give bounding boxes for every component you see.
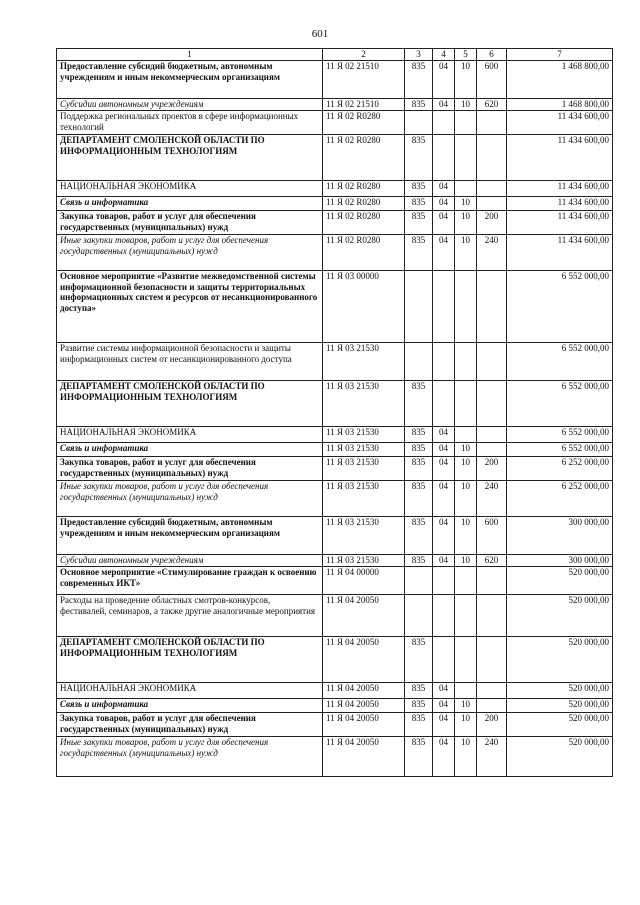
expense-type-code-cell bbox=[477, 683, 507, 699]
row-name-cell: Расходы на проведение областных смотров-конкурсов, фестивалей, семинаров, а также другие аналогичные мероприятия bbox=[57, 595, 323, 637]
expense-type-code-cell: 620 bbox=[477, 99, 507, 111]
department-code-cell: 835 bbox=[405, 197, 433, 211]
table-body bbox=[57, 49, 613, 777]
section-code-cell: 04 bbox=[433, 427, 455, 443]
target-article-code-cell: 11 Я 03 21530 bbox=[323, 381, 405, 427]
subsection-code-cell bbox=[455, 135, 477, 181]
amount-cell: 520 000,00 bbox=[507, 699, 613, 713]
subsection-code-cell: 10 bbox=[455, 713, 477, 737]
department-code-cell: 835 bbox=[405, 713, 433, 737]
row-name-cell: ДЕПАРТАМЕНТ СМОЛЕНСКОЙ ОБЛАСТИ ПО ИНФОРМАЦИОННЫМ ТЕХНОЛОГИЯМ bbox=[57, 135, 323, 181]
section-code-cell: 04 bbox=[433, 713, 455, 737]
subsection-code-cell bbox=[455, 683, 477, 699]
row-name-cell: ДЕПАРТАМЕНТ СМОЛЕНСКОЙ ОБЛАСТИ ПО ИНФОРМАЦИОННЫМ ТЕХНОЛОГИЯМ bbox=[57, 381, 323, 427]
budget-table bbox=[56, 48, 613, 777]
amount-cell: 1 468 800,00 bbox=[507, 99, 613, 111]
amount-cell: 6 252 000,00 bbox=[507, 481, 613, 517]
section-code-cell: 04 bbox=[433, 457, 455, 481]
column-header: 1 bbox=[57, 49, 323, 61]
table-row bbox=[57, 637, 613, 683]
target-article-code-cell: 11 Я 02 21510 bbox=[323, 61, 405, 99]
target-article-code-cell: 11 Я 03 21530 bbox=[323, 457, 405, 481]
department-code-cell: 835 bbox=[405, 481, 433, 517]
target-article-code-cell: 11 Я 04 20050 bbox=[323, 683, 405, 699]
row-name-cell: Связь и информатика bbox=[57, 443, 323, 457]
expense-type-code-cell bbox=[477, 699, 507, 713]
row-name-cell: ДЕПАРТАМЕНТ СМОЛЕНСКОЙ ОБЛАСТИ ПО ИНФОРМАЦИОННЫМ ТЕХНОЛОГИЯМ bbox=[57, 637, 323, 683]
subsection-code-cell bbox=[455, 427, 477, 443]
subsection-code-cell bbox=[455, 637, 477, 683]
amount-cell: 520 000,00 bbox=[507, 737, 613, 777]
row-name-cell: Закупка товаров, работ и услуг для обеспечения государственных (муниципальных) нужд bbox=[57, 457, 323, 481]
expense-type-code-cell: 200 bbox=[477, 713, 507, 737]
section-code-cell bbox=[433, 135, 455, 181]
target-article-code-cell: 11 Я 02 R0280 bbox=[323, 211, 405, 235]
row-name-cell: Закупка товаров, работ и услуг для обеспечения государственных (муниципальных) нужд bbox=[57, 211, 323, 235]
amount-cell: 11 434 600,00 bbox=[507, 135, 613, 181]
amount-cell: 520 000,00 bbox=[507, 683, 613, 699]
table-row bbox=[57, 595, 613, 637]
table-row bbox=[57, 443, 613, 457]
amount-cell: 11 434 600,00 bbox=[507, 211, 613, 235]
row-name-cell: Иные закупки товаров, работ и услуг для обеспечения государственных (муниципальных) нужд bbox=[57, 737, 323, 777]
subsection-code-cell bbox=[455, 381, 477, 427]
expense-type-code-cell bbox=[477, 443, 507, 457]
target-article-code-cell: 11 Я 02 R0280 bbox=[323, 235, 405, 271]
subsection-code-cell: 10 bbox=[455, 197, 477, 211]
subsection-code-cell bbox=[455, 111, 477, 135]
amount-cell: 520 000,00 bbox=[507, 713, 613, 737]
expense-type-code-cell bbox=[477, 427, 507, 443]
section-code-cell: 04 bbox=[433, 555, 455, 567]
subsection-code-cell: 10 bbox=[455, 99, 477, 111]
table-row bbox=[57, 211, 613, 235]
table-row bbox=[57, 197, 613, 211]
row-name-cell: Иные закупки товаров, работ и услуг для обеспечения государственных (муниципальных) нужд bbox=[57, 235, 323, 271]
department-code-cell: 835 bbox=[405, 737, 433, 777]
table-row bbox=[57, 517, 613, 555]
table-row bbox=[57, 481, 613, 517]
row-name-cell: НАЦИОНАЛЬНАЯ ЭКОНОМИКА bbox=[57, 181, 323, 197]
row-name-cell: Поддержка региональных проектов в сфере информационных технологий bbox=[57, 111, 323, 135]
amount-cell: 6 552 000,00 bbox=[507, 427, 613, 443]
row-name-cell: НАЦИОНАЛЬНАЯ ЭКОНОМИКА bbox=[57, 427, 323, 443]
target-article-code-cell: 11 Я 03 21530 bbox=[323, 481, 405, 517]
section-code-cell bbox=[433, 111, 455, 135]
amount-cell: 6 552 000,00 bbox=[507, 443, 613, 457]
table-header-row bbox=[57, 49, 613, 61]
table-row bbox=[57, 427, 613, 443]
column-header: 4 bbox=[433, 49, 455, 61]
expense-type-code-cell: 600 bbox=[477, 517, 507, 555]
expense-type-code-cell: 200 bbox=[477, 457, 507, 481]
section-code-cell bbox=[433, 271, 455, 343]
table-row bbox=[57, 61, 613, 99]
row-name-cell: Субсидии автономным учреждениям bbox=[57, 99, 323, 111]
section-code-cell: 04 bbox=[433, 99, 455, 111]
table-row bbox=[57, 111, 613, 135]
target-article-code-cell: 11 Я 04 20050 bbox=[323, 737, 405, 777]
table-row bbox=[57, 699, 613, 713]
department-code-cell: 835 bbox=[405, 427, 433, 443]
target-article-code-cell: 11 Я 03 00000 bbox=[323, 271, 405, 343]
amount-cell: 11 434 600,00 bbox=[507, 181, 613, 197]
expense-type-code-cell bbox=[477, 181, 507, 197]
subsection-code-cell: 10 bbox=[455, 61, 477, 99]
expense-type-code-cell: 240 bbox=[477, 235, 507, 271]
row-name-cell: Предоставление субсидий бюджетным, автономным учреждениям и иным некоммерческим организациям bbox=[57, 517, 323, 555]
subsection-code-cell bbox=[455, 181, 477, 197]
department-code-cell: 835 bbox=[405, 683, 433, 699]
target-article-code-cell: 11 Я 04 00000 bbox=[323, 567, 405, 595]
section-code-cell: 04 bbox=[433, 517, 455, 555]
target-article-code-cell: 11 Я 04 20050 bbox=[323, 699, 405, 713]
section-code-cell bbox=[433, 567, 455, 595]
subsection-code-cell bbox=[455, 567, 477, 595]
amount-cell: 11 434 600,00 bbox=[507, 197, 613, 211]
target-article-code-cell: 11 Я 02 R0280 bbox=[323, 135, 405, 181]
target-article-code-cell: 11 Я 04 20050 bbox=[323, 637, 405, 683]
expense-type-code-cell bbox=[477, 197, 507, 211]
amount-cell: 520 000,00 bbox=[507, 595, 613, 637]
row-name-cell: Связь и информатика bbox=[57, 197, 323, 211]
section-code-cell bbox=[433, 343, 455, 381]
department-code-cell bbox=[405, 343, 433, 381]
section-code-cell: 04 bbox=[433, 481, 455, 517]
column-header: 5 bbox=[455, 49, 477, 61]
amount-cell: 300 000,00 bbox=[507, 555, 613, 567]
row-name-cell: Закупка товаров, работ и услуг для обеспечения государственных (муниципальных) нужд bbox=[57, 713, 323, 737]
department-code-cell: 835 bbox=[405, 135, 433, 181]
table-row bbox=[57, 555, 613, 567]
table-row bbox=[57, 683, 613, 699]
target-article-code-cell: 11 Я 02 R0280 bbox=[323, 197, 405, 211]
amount-cell: 520 000,00 bbox=[507, 637, 613, 683]
table-row bbox=[57, 343, 613, 381]
section-code-cell: 04 bbox=[433, 443, 455, 457]
row-name-cell: НАЦИОНАЛЬНАЯ ЭКОНОМИКА bbox=[57, 683, 323, 699]
row-name-cell: Связь и информатика bbox=[57, 699, 323, 713]
table-row bbox=[57, 713, 613, 737]
table-row bbox=[57, 737, 613, 777]
amount-cell: 11 434 600,00 bbox=[507, 235, 613, 271]
section-code-cell: 04 bbox=[433, 61, 455, 99]
table-row bbox=[57, 99, 613, 111]
expense-type-code-cell: 600 bbox=[477, 61, 507, 99]
row-name-cell: Предоставление субсидий бюджетным, автономным учреждениям и иным некоммерческим организациям bbox=[57, 61, 323, 99]
target-article-code-cell: 11 Я 03 21530 bbox=[323, 555, 405, 567]
target-article-code-cell: 11 Я 03 21530 bbox=[323, 343, 405, 381]
section-code-cell bbox=[433, 381, 455, 427]
expense-type-code-cell bbox=[477, 135, 507, 181]
subsection-code-cell bbox=[455, 595, 477, 637]
amount-cell: 520 000,00 bbox=[507, 567, 613, 595]
department-code-cell: 835 bbox=[405, 235, 433, 271]
section-code-cell: 04 bbox=[433, 737, 455, 777]
amount-cell: 300 000,00 bbox=[507, 517, 613, 555]
subsection-code-cell bbox=[455, 343, 477, 381]
department-code-cell: 835 bbox=[405, 381, 433, 427]
row-name-cell: Развитие системы информационной безопасности и защиты информационных систем от несанкционированного доступа bbox=[57, 343, 323, 381]
row-name-cell: Основное мероприятие «Стимулирование граждан к освоению современных ИКТ» bbox=[57, 567, 323, 595]
amount-cell: 6 252 000,00 bbox=[507, 457, 613, 481]
section-code-cell: 04 bbox=[433, 211, 455, 235]
target-article-code-cell: 11 Я 03 21530 bbox=[323, 443, 405, 457]
amount-cell: 6 552 000,00 bbox=[507, 343, 613, 381]
department-code-cell bbox=[405, 567, 433, 595]
department-code-cell bbox=[405, 595, 433, 637]
expense-type-code-cell: 240 bbox=[477, 481, 507, 517]
expense-type-code-cell bbox=[477, 343, 507, 381]
subsection-code-cell: 10 bbox=[455, 555, 477, 567]
subsection-code-cell bbox=[455, 271, 477, 343]
department-code-cell: 835 bbox=[405, 637, 433, 683]
department-code-cell: 835 bbox=[405, 211, 433, 235]
section-code-cell bbox=[433, 595, 455, 637]
column-header: 2 bbox=[323, 49, 405, 61]
department-code-cell: 835 bbox=[405, 517, 433, 555]
department-code-cell: 835 bbox=[405, 181, 433, 197]
subsection-code-cell: 10 bbox=[455, 737, 477, 777]
target-article-code-cell: 11 Я 02 R0280 bbox=[323, 181, 405, 197]
department-code-cell: 835 bbox=[405, 699, 433, 713]
section-code-cell bbox=[433, 637, 455, 683]
row-name-cell: Основное мероприятие «Развитие межведомственной системы информационной безопасности и защиты территориальных информационных систем и ресурсов от несанкционированного доступа» bbox=[57, 271, 323, 343]
department-code-cell: 835 bbox=[405, 457, 433, 481]
subsection-code-cell: 10 bbox=[455, 211, 477, 235]
department-code-cell: 835 bbox=[405, 555, 433, 567]
column-header: 3 bbox=[405, 49, 433, 61]
expense-type-code-cell bbox=[477, 381, 507, 427]
subsection-code-cell: 10 bbox=[455, 235, 477, 271]
row-name-cell: Иные закупки товаров, работ и услуг для обеспечения государственных (муниципальных) нужд bbox=[57, 481, 323, 517]
department-code-cell bbox=[405, 111, 433, 135]
column-header: 6 bbox=[477, 49, 507, 61]
expense-type-code-cell: 240 bbox=[477, 737, 507, 777]
table-row bbox=[57, 235, 613, 271]
expense-type-code-cell bbox=[477, 595, 507, 637]
expense-type-code-cell: 620 bbox=[477, 555, 507, 567]
amount-cell: 6 552 000,00 bbox=[507, 271, 613, 343]
table-row bbox=[57, 181, 613, 197]
section-code-cell: 04 bbox=[433, 235, 455, 271]
section-code-cell: 04 bbox=[433, 683, 455, 699]
subsection-code-cell: 10 bbox=[455, 517, 477, 555]
department-code-cell: 835 bbox=[405, 99, 433, 111]
expense-type-code-cell: 200 bbox=[477, 211, 507, 235]
table-row bbox=[57, 135, 613, 181]
table-row bbox=[57, 381, 613, 427]
target-article-code-cell: 11 Я 02 21510 bbox=[323, 99, 405, 111]
amount-cell: 6 552 000,00 bbox=[507, 381, 613, 427]
expense-type-code-cell bbox=[477, 637, 507, 683]
column-header: 7 bbox=[507, 49, 613, 61]
expense-type-code-cell bbox=[477, 111, 507, 135]
department-code-cell bbox=[405, 271, 433, 343]
amount-cell: 11 434 600,00 bbox=[507, 111, 613, 135]
row-name-cell: Субсидии автономным учреждениям bbox=[57, 555, 323, 567]
target-article-code-cell: 11 Я 04 20050 bbox=[323, 595, 405, 637]
target-article-code-cell: 11 Я 04 20050 bbox=[323, 713, 405, 737]
amount-cell: 1 468 800,00 bbox=[507, 61, 613, 99]
subsection-code-cell: 10 bbox=[455, 699, 477, 713]
expense-type-code-cell bbox=[477, 567, 507, 595]
subsection-code-cell: 10 bbox=[455, 443, 477, 457]
subsection-code-cell: 10 bbox=[455, 481, 477, 517]
section-code-cell: 04 bbox=[433, 181, 455, 197]
section-code-cell: 04 bbox=[433, 699, 455, 713]
department-code-cell: 835 bbox=[405, 61, 433, 99]
target-article-code-cell: 11 Я 02 R0280 bbox=[323, 111, 405, 135]
table-row bbox=[57, 567, 613, 595]
target-article-code-cell: 11 Я 03 21530 bbox=[323, 427, 405, 443]
table-row bbox=[57, 457, 613, 481]
department-code-cell: 835 bbox=[405, 443, 433, 457]
table-row bbox=[57, 271, 613, 343]
expense-type-code-cell bbox=[477, 271, 507, 343]
target-article-code-cell: 11 Я 03 21530 bbox=[323, 517, 405, 555]
subsection-code-cell: 10 bbox=[455, 457, 477, 481]
section-code-cell: 04 bbox=[433, 197, 455, 211]
page-number: 601 bbox=[311, 28, 329, 40]
